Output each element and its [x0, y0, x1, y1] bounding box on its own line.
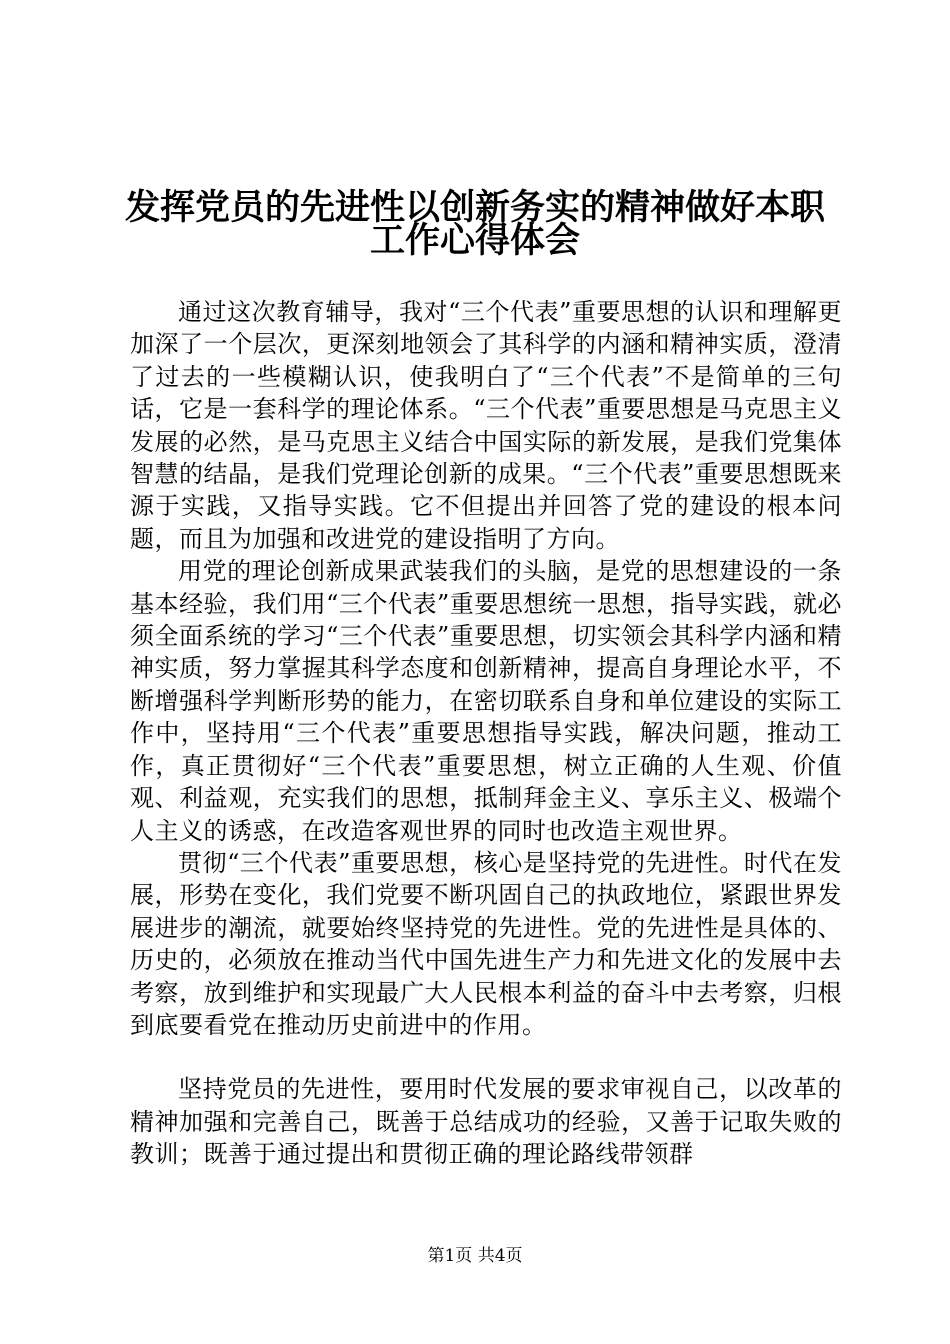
document-body [130, 296, 842, 1171]
page-footer: 第1页 共4页 [427, 1246, 523, 1266]
paragraph-4: 坚持党员的先进性，要用时代发展的要求审视自己，以改革的精神加强和完善自己，既善于总结成功的经验，又善于记取失败的教训；既善于通过提出和贯彻正确的理论路线带领群 [130, 1075, 842, 1169]
document-title-line-1: 发挥党员的先进性以创新务实的精神做好本职 [124, 188, 825, 228]
document-title-line-2: 工作心得体会 [369, 221, 580, 261]
paragraph-2: 用党的理论创新成果武装我们的头脑，是党的思想建设的一条基本经验，我们用“三个代表”重要思想统一思想，指导实践，就必须全面系统的学习“三个代表”重要思想，切实领会其科学内涵和精神实质，努力掌握其科学态度和创新精神，提高自身理论水平，不断增强科学判断形势的能力，在密切联系自身和单位建设的实际工作中，坚持用“三个代表”重要思想指导实践，解决问题，推动工作，真正贯彻好“三个代表”重要思想，树立正确的人生观、价值观、利益观，充实我们的思想，抵制拜金主义、享乐主义、极端个人主义的诱惑，在改造客观世界的同时也改造主观世界。 [130, 557, 842, 845]
paragraph-3: 贯彻“三个代表”重要思想，核心是坚持党的先进性。时代在发展，形势在变化，我们党要不断巩固自己的执政地位，紧跟世界发展进步的潮流，就要始终坚持党的先进性。党的先进性是具体的、历史的，必须放在推动当代中国先进生产力和先进文化的发展中去考察，放到维护和实现最广大人民根本利益的奋斗中去考察，归根到底要看党在推动历史前进中的作用。 [130, 848, 842, 1039]
paragraph-1: 通过这次教育辅导，我对“三个代表”重要思想的认识和理解更加深了一个层次，更深刻地领会了其科学的内涵和精神实质，澄清了过去的一些模糊认识，使我明白了“三个代表”不是简单的三句话，它是一套科学的理论体系。“三个代表”重要思想是马克思主义发展的必然，是马克思主义结合中国实际的新发展，是我们党集体智慧的结晶，是我们党理论创新的成果。“三个代表”重要思想既来源于实践，又指导实践。它不但提出并回答了党的建设的根本问题，而且为加强和改进党的建设指明了方向。 [130, 298, 842, 553]
